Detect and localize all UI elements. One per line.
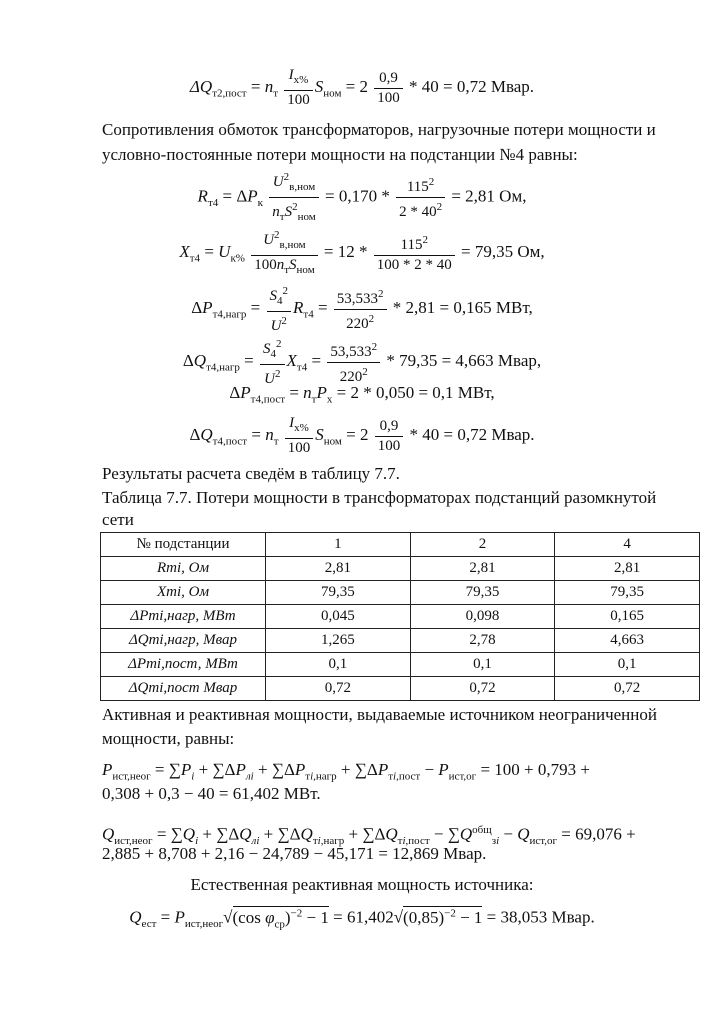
formula-p-ist-neog-line2: 0,308 + 0,3 − 40 = 61,402 МВт.	[102, 784, 321, 803]
table-cell: 2,81	[555, 557, 700, 581]
table-cell: 4,663	[555, 629, 700, 653]
table-cell: 2,78	[410, 629, 555, 653]
formula-dq-t2-post: $\Delta Q_{т2,пост} = n_т$ $\frac{I_{x\%}}{100}$ $S_{ном} = 2$ $\frac{0,9}{100}$ * 40 = 0,72 Мвар.	[189, 67, 535, 108]
row-label: ΔQтi,пост Мвар	[101, 677, 266, 701]
row-label: Rтi, Ом	[101, 557, 266, 581]
paragraph-active-reactive-b: мощности, равны:	[102, 729, 235, 748]
row-label: Xтi, Ом	[101, 581, 266, 605]
formula-q-ist-neog-line1: $Q_{ист,неог} = \sum Q_i + \sum\Delta Q_{лi} + \sum\Delta Q_{тi,нагр} + \sum\Delta Q_{тi,пост} - \sum Q^{общ}_{зi} - Q_{ист,ог} = 69,076$ +	[102, 824, 636, 848]
table-cell: 79,35	[410, 581, 555, 605]
table-cell: 0,1	[555, 653, 700, 677]
table-cell: 0,72	[266, 677, 411, 701]
table-cell: 0,1	[410, 653, 555, 677]
formula-x-t4: $X_{т4} = U_{к\%}$ $\frac{U^2_{в,ном}}{100n_тS_{ном}}$ = 12 * $\frac{115^2}{100 * 2 * 40}$ = 79,35 Ом,	[0, 226, 724, 280]
table-cell: 0,165	[555, 605, 700, 629]
table-header-cell: 2	[410, 533, 555, 557]
formula-dp-t4-nagr: $\Delta P_{т4,нагр}$ = $\frac{S_4^2}{U^2}$ $R_{т4}$ = $\frac{53,533^2}{220^2}$ * 2,81 = 0,165 МВт,	[0, 282, 724, 336]
table-cell: 79,35	[555, 581, 700, 605]
row-label: ΔQтi,нагр, Мвар	[101, 629, 266, 653]
table-cell: 79,35	[266, 581, 411, 605]
table-header-cell: 4	[555, 533, 700, 557]
table-row	[101, 677, 700, 701]
table-cell: 2,81	[410, 557, 555, 581]
table-header-cell: № подстанции	[101, 533, 266, 557]
table-row	[101, 629, 700, 653]
table-caption-line2: сети	[102, 510, 134, 529]
losses-table	[100, 532, 700, 701]
table-cell: 0,1	[266, 653, 411, 677]
row-label: ΔPтi,пост, МВт	[101, 653, 266, 677]
table-caption-line1: Таблица 7.7. Потери мощности в трансформаторах подстанций разомкнутой	[102, 488, 657, 507]
formula-r-t4: $R_{т4} = \Delta P_к$ $\frac{U^2_{в,ном}}{n_тS^2_{ном}}$ = 0,170 * $\frac{115^2}{2 * 40^2}$ = 2,81 Ом,	[0, 168, 724, 227]
table-row	[101, 605, 700, 629]
formula-p-ist-neog-line1: $P_{ист,неог} = \sum P_i + \sum\Delta P_{лi} + \sum\Delta P_{тi,нагр} + \sum\Delta P_{тi,пост} - P_{ист,ог} = 100 + 0,793$ +	[102, 760, 590, 783]
table-cell: 2,81	[266, 557, 411, 581]
paragraph-natural-reactive: Естественная реактивная мощность источника:	[190, 875, 534, 894]
table-row	[101, 557, 700, 581]
paragraph-1b: условно-постоянные потери мощности на подстанции №4 равны:	[102, 145, 578, 164]
formula-dp-t4-post: $\Delta P_{т4,пост} = n_тP_x = 2 * 0,050 = 0,1$ МВт,	[229, 383, 495, 406]
formula-dq-t4-nagr: $\Delta Q_{т4,нагр}$ = $\frac{S_4^2}{U^2}$ $X_{т4}$ = $\frac{53,533^2}{220^2}$ * 79,35 = 4,663 Мвар,	[0, 335, 724, 389]
table-header-row	[101, 533, 700, 557]
table-cell: 0,72	[410, 677, 555, 701]
formula-dq-t4-post: $\Delta Q_{т4,пост} = n_т$ $\frac{I_{x\%}}{100}$ $S_{ном} = 2$ $\frac{0,9}{100}$ * 40 = 0,72 Мвар.	[189, 415, 535, 456]
table-row	[101, 581, 700, 605]
formula-q-est: $Q_{ест} = P_{ист,неог}√(\cos$ $\varphi_{ср})^{-2} - 1 = 61,402√(0,85)^{-2} - 1 = 38,053$ Мвар.	[129, 907, 595, 931]
paragraph-1a: Сопротивления обмоток трансформаторов, нагрузочные потери мощности и	[102, 120, 656, 139]
paragraph-active-reactive-a: Активная и реактивная мощности, выдаваемые источником неограниченной	[102, 705, 657, 724]
table-row	[101, 653, 700, 677]
paragraph-results: Результаты расчета сведём в таблицу 7.7.	[102, 464, 400, 483]
table-cell: 1,265	[266, 629, 411, 653]
table-cell: 0,045	[266, 605, 411, 629]
table-header-cell: 1	[266, 533, 411, 557]
row-label: ΔPтi,нагр, МВт	[101, 605, 266, 629]
table-cell: 0,098	[410, 605, 555, 629]
table-cell: 0,72	[555, 677, 700, 701]
formula-q-ist-neog-line2: 2,885 + 8,708 + 2,16 − 24,789 − 45,171 = 12,869 Мвар.	[102, 844, 487, 863]
